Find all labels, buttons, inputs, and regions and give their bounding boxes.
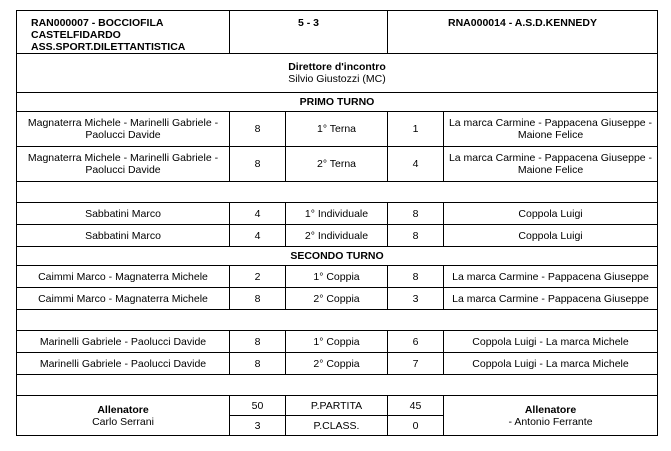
home-score: 2 bbox=[230, 266, 286, 288]
match-score: 5 - 3 bbox=[230, 11, 388, 54]
home-score: 8 bbox=[230, 288, 286, 310]
table-row bbox=[17, 266, 658, 288]
event-label: 1° Coppia bbox=[286, 266, 388, 288]
home-score: 8 bbox=[230, 331, 286, 353]
table-row bbox=[17, 288, 658, 310]
partita-away-points: 45 bbox=[388, 396, 444, 416]
event-label: 1° Coppia bbox=[286, 331, 388, 353]
away-players: Coppola Luigi - La marca Michele bbox=[444, 331, 658, 353]
home-score: 8 bbox=[230, 147, 286, 182]
away-score: 6 bbox=[388, 331, 444, 353]
spacer-row bbox=[17, 182, 658, 203]
home-coach-label: Allenatore bbox=[97, 403, 149, 416]
director-row bbox=[17, 54, 658, 93]
away-score: 8 bbox=[388, 225, 444, 247]
event-label: 2° Coppia bbox=[286, 353, 388, 375]
spacer-cell bbox=[17, 182, 658, 203]
away-score: 8 bbox=[388, 266, 444, 288]
class-label: P.CLASS. bbox=[286, 416, 388, 436]
table-row bbox=[17, 225, 658, 247]
table-row bbox=[17, 203, 658, 225]
home-players: Marinelli Gabriele - Paolucci Davide bbox=[17, 353, 230, 375]
table-row bbox=[17, 147, 658, 182]
class-away-points: 0 bbox=[388, 416, 444, 436]
table-row bbox=[17, 353, 658, 375]
away-score: 3 bbox=[388, 288, 444, 310]
home-players: Sabbatini Marco bbox=[17, 203, 230, 225]
away-score: 1 bbox=[388, 112, 444, 147]
away-players: La marca Carmine - Pappacena Giuseppe bbox=[444, 266, 658, 288]
section-row bbox=[17, 247, 658, 266]
director-name: Silvio Giustozzi (MC) bbox=[288, 73, 386, 85]
away-score: 7 bbox=[388, 353, 444, 375]
away-team-name: RNA000014 - A.S.D.KENNEDY bbox=[388, 11, 658, 54]
class-home-points: 3 bbox=[230, 416, 286, 436]
away-score: 4 bbox=[388, 147, 444, 182]
away-players: La marca Carmine - Pappacena Giuseppe - Maione Felice bbox=[444, 147, 658, 182]
spacer-row bbox=[17, 310, 658, 331]
spacer-row bbox=[17, 375, 658, 396]
section-row bbox=[17, 93, 658, 112]
spacer-cell bbox=[17, 310, 658, 331]
home-score: 4 bbox=[230, 225, 286, 247]
event-label: 2° Coppia bbox=[286, 288, 388, 310]
table-row bbox=[17, 331, 658, 353]
event-label: 2° Terna bbox=[286, 147, 388, 182]
partita-label: P.PARTITA bbox=[286, 396, 388, 416]
home-players: Marinelli Gabriele - Paolucci Davide bbox=[17, 331, 230, 353]
away-coach-name: - Antonio Ferrante bbox=[508, 415, 593, 428]
away-score: 8 bbox=[388, 203, 444, 225]
home-players: Magnaterra Michele - Marinelli Gabriele - Paolucci Davide bbox=[17, 147, 230, 182]
home-players: Caimmi Marco - Magnaterra Michele bbox=[17, 266, 230, 288]
director-cell bbox=[17, 54, 658, 93]
event-label: 1° Terna bbox=[286, 112, 388, 147]
home-coach-cell bbox=[17, 396, 230, 436]
event-label: 1° Individuale bbox=[286, 203, 388, 225]
match-sheet bbox=[16, 10, 658, 436]
away-players: Coppola Luigi - La marca Michele bbox=[444, 353, 658, 375]
header-row bbox=[17, 11, 658, 54]
partita-home-points: 50 bbox=[230, 396, 286, 416]
away-players: La marca Carmine - Pappacena Giuseppe bbox=[444, 288, 658, 310]
spacer-cell bbox=[17, 375, 658, 396]
away-coach-cell bbox=[444, 396, 658, 436]
home-players: Sabbatini Marco bbox=[17, 225, 230, 247]
table-row bbox=[17, 112, 658, 147]
home-score: 8 bbox=[230, 353, 286, 375]
home-coach-name: Carlo Serrani bbox=[92, 415, 154, 428]
director-label: Direttore d'incontro bbox=[288, 61, 386, 73]
away-players: Coppola Luigi bbox=[444, 203, 658, 225]
home-score: 8 bbox=[230, 112, 286, 147]
home-players: Magnaterra Michele - Marinelli Gabriele - Paolucci Davide bbox=[17, 112, 230, 147]
away-coach-label: Allenatore bbox=[524, 403, 577, 416]
home-team-name: RAN000007 - BOCCIOFILA CASTELFIDARDO ASS.SPORT.DILETTANTISTICA bbox=[17, 11, 230, 54]
home-score: 4 bbox=[230, 203, 286, 225]
footer-row bbox=[17, 396, 658, 416]
away-players: La marca Carmine - Pappacena Giuseppe - Maione Felice bbox=[444, 112, 658, 147]
event-label: 2° Individuale bbox=[286, 225, 388, 247]
section-title-secondo-turno: SECONDO TURNO bbox=[17, 247, 658, 266]
section-title-primo-turno: PRIMO TURNO bbox=[17, 93, 658, 112]
home-players: Caimmi Marco - Magnaterra Michele bbox=[17, 288, 230, 310]
away-players: Coppola Luigi bbox=[444, 225, 658, 247]
